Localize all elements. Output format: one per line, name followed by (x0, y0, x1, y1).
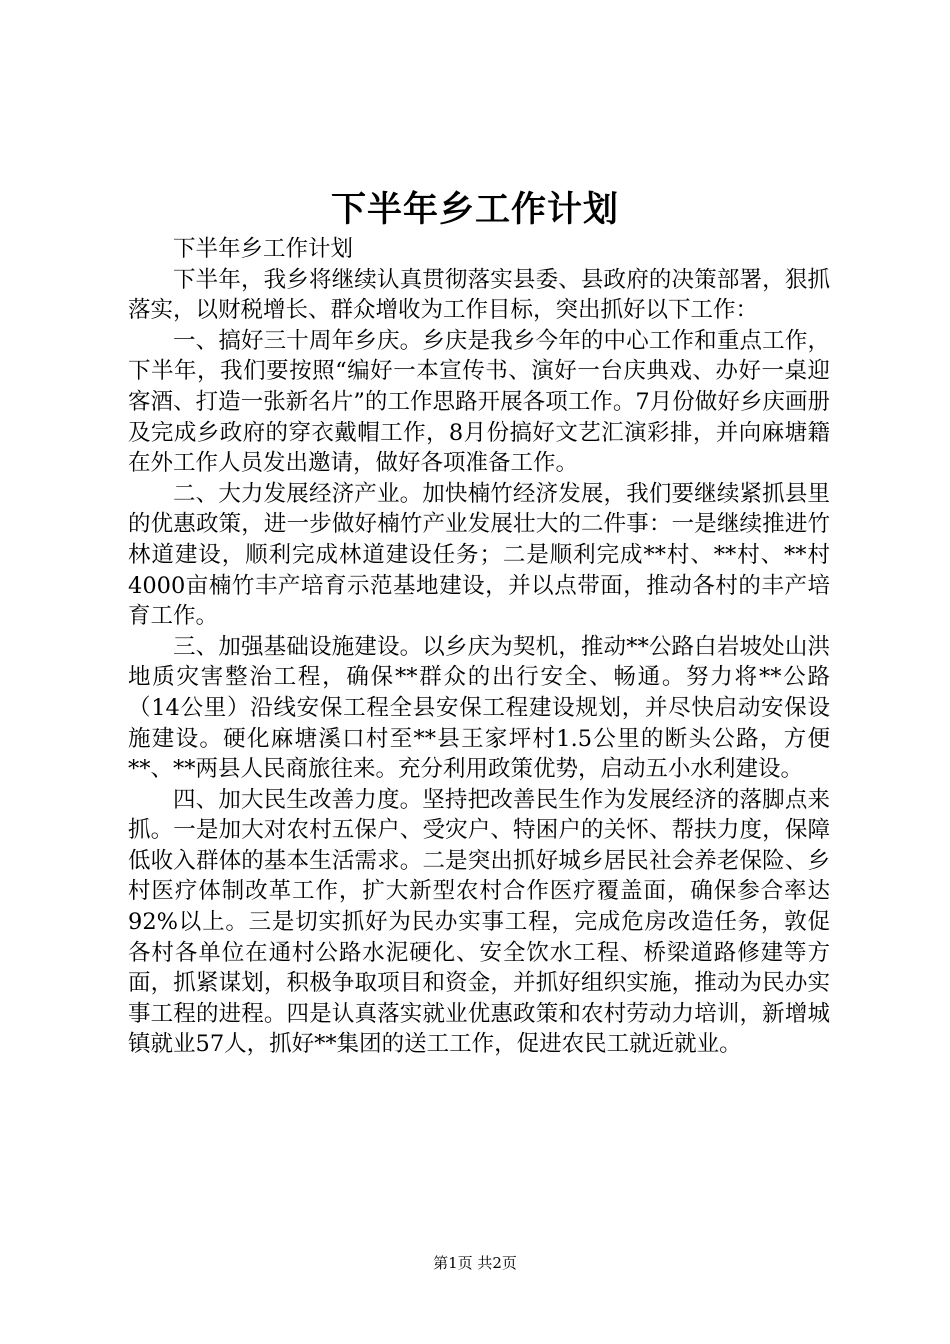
paragraph-section-2: 二、大力发展经济产业。加快楠竹经济发展，我们要继续紧抓县里的优惠政策，进一步做好楠竹产业发展壮大的二件事：一是继续推进竹林道建设，顺利完成林道建设任务；二是顺利完成**村、**村、**村4000亩楠竹丰产培育示范基地建设，并以点带面，推动各村的丰产培育工作。 (128, 480, 830, 630)
document-body (128, 234, 830, 1060)
paragraph-section-4: 四、加大民生改善力度。坚持把改善民生作为发展经济的落脚点来抓。一是加大对农村五保户、受灾户、特困户的关怀、帮扶力度，保障低收入群体的基本生活需求。二是突出抓好城乡居民社会养老保险、乡村医疗体制改革工作，扩大新型农村合作医疗覆盖面，确保参合率达92%以上。三是切实抓好为民办实事工程，完成危房改造任务，敦促各村各单位在通村公路水泥硬化、安全饮水工程、桥梁道路修建等方面，抓紧谋划，积极争取项目和资金，并抓好组织实施，推动为民办实事工程的进程。四是认真落实就业优惠政策和农村劳动力培训，新增城镇就业57人，抓好**集团的送工工作，促进农民工就近就业。 (128, 786, 830, 1058)
paragraph-section-1: 一、搞好三十周年乡庆。乡庆是我乡今年的中心工作和重点工作，下半年，我们要按照“编好一本宣传书、演好一台庆典戏、办好一桌迎客酒、打造一张新名片”的工作思路开展各项工作。7月份做好乡庆画册及完成乡政府的穿衣戴帽工作，8月份搞好文艺汇演彩排，并向麻塘籍在外工作人员发出邀请，做好各项准备工作。 (128, 327, 830, 477)
document-title: 下半年乡工作计划 (330, 189, 619, 230)
paragraph-subtitle: 下半年乡工作计划 (173, 236, 354, 262)
paragraph-section-3: 三、加强基础设施建设。以乡庆为契机，推动**公路白岩坡处山洪地质灾害整治工程，确保**群众的出行安全、畅通。努力将**公路（14公里）沿线安保工程全县安保工程建设规划，并尽快启动安保设施建设。硬化麻塘溪口村至**县王家坪村1.5公里的断头公路，方便**、**两县人民商旅往来。充分利用政策优势，启动五小水利建设。 (128, 633, 830, 783)
page-number-footer: 第1页 共2页 (433, 1254, 517, 1272)
paragraph-intro: 下半年，我乡将继续认真贯彻落实县委、县政府的决策部署，狠抓落实，以财税增长、群众增收为工作目标，突出抓好以下工作： (128, 266, 830, 324)
